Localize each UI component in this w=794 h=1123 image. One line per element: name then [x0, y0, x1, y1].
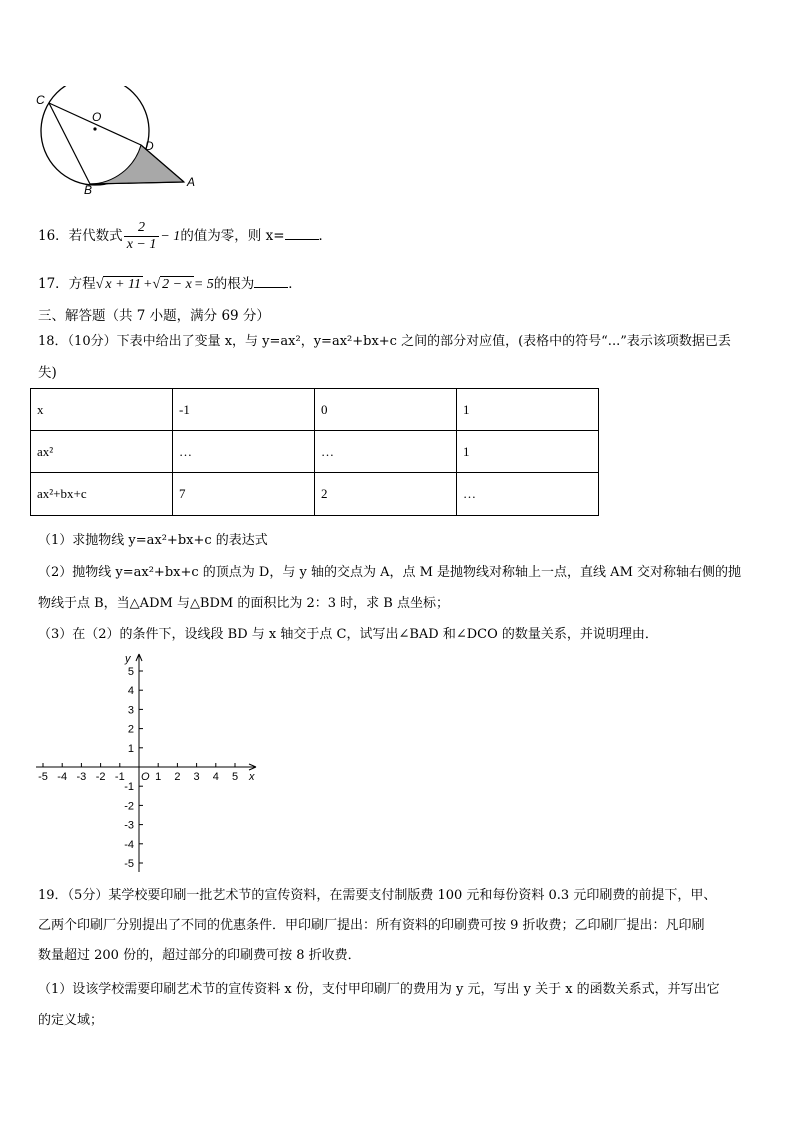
fraction: $\frac{2}{x - 1}$: [124, 220, 160, 253]
label-c: C: [36, 93, 45, 107]
sqrt-term-1: √ x + 11: [95, 277, 141, 292]
y-tick-label: -2: [124, 800, 134, 813]
label-a: A: [187, 175, 196, 189]
label-o: O: [92, 110, 102, 124]
shaded-region: [90, 145, 184, 184]
y-tick-label: -5: [124, 858, 134, 870]
coordinate-plane: [30, 650, 270, 878]
y-tick-label: -3: [124, 819, 134, 832]
center-dot: [93, 127, 96, 130]
question-18-part2-line2: 物线于点 B，当△ADM 与△BDM 的面积比为 2：3 时，求 B 点坐标；: [38, 596, 449, 611]
x-tick-label: 3: [193, 771, 200, 783]
sqrt-term-2: √ 2 − x: [152, 277, 192, 292]
x-tick-label: 2: [174, 771, 181, 783]
y-tick-label: 4: [127, 685, 134, 698]
question-19-line2: 乙两个印刷厂分别提出了不同的优惠条件．甲印刷厂提出：所有资料的印刷费可按 9 折收费；乙印刷厂提出：凡印刷: [38, 918, 705, 933]
question-17: 17．方程√ x + 11 +√ 2 − x = 5的根为 ．: [38, 276, 302, 292]
table-row: ax²+bx+c 7 2 …: [31, 473, 599, 516]
x-tick-label: 5: [231, 771, 239, 783]
y-tick-label: 5: [127, 666, 134, 678]
answer-blank[interactable]: [254, 275, 288, 288]
answer-blank[interactable]: [285, 227, 319, 240]
value-table: [30, 388, 599, 516]
question-19-part1-line2: 的定义域；: [38, 1013, 104, 1028]
question-19-line1: 19．（5分）某学校要印刷一批艺术节的宣传资料，在需要支付制版费 100 元和每份资料 0.3 元印刷费的前提下，甲、: [38, 888, 717, 903]
y-axis-label: y: [125, 653, 131, 665]
origin-label: O: [141, 771, 150, 783]
x-tick-label: -3: [76, 771, 87, 783]
y-tick-label: -1: [124, 781, 134, 794]
segment-cb: [49, 103, 90, 184]
table-row: ax² … … 1: [31, 431, 599, 473]
question-19-part1-line1: （1）设该学校需要印刷艺术节的宣传资料 x 份，支付甲印刷厂的费用为 y 元，写出 y 关于 x 的函数关系式，并写出它: [38, 982, 720, 997]
question-18-part2-line1: （2）抛物线 y=ax²+bx+c 的顶点为 D，与 y 轴的交点为 A，点 M 是抛物线对称轴上一点，直线 AM 交对称轴右侧的抛: [38, 565, 742, 580]
question-18-line1: 18．（10分）下表中给出了变量 x，与 y=ax²，y=ax²+bx+c 之间的部分对应值，(表格中的符号“...”表示该项数据已丢: [38, 334, 731, 349]
table-row: x -1 0 1: [31, 389, 599, 431]
label-b: B: [84, 183, 93, 196]
question-18-line2: 失): [38, 365, 57, 381]
question-19-line3: 数量超过 200 份的，超过部分的印刷费可按 8 折收费．: [38, 948, 361, 963]
y-tick-label: -4: [124, 838, 134, 851]
section-heading: 三、解答题（共 7 小题，满分 69 分）: [38, 308, 270, 324]
x-tick-label: -1: [114, 771, 125, 783]
x-tick-label: -5: [38, 771, 48, 783]
y-tick-label: 1: [127, 742, 134, 755]
x-tick-label: 1: [155, 771, 162, 783]
question-16: 16．若代数式 $\frac{2}{x - 1}$ − 1的值为零，则 x= ．: [38, 220, 333, 252]
question-18-part1: （1）求抛物线 y=ax²+bx+c 的表达式: [38, 533, 268, 548]
x-tick-label: -2: [95, 771, 106, 783]
y-tick-label: 2: [127, 723, 134, 736]
circle-tangent-figure: [30, 86, 210, 196]
question-18-part3: （3）在（2）的条件下，设线段 BD 与 x 轴交于点 C，试写出∠BAD 和∠DCO 的数量关系，并说明理由．: [38, 627, 658, 642]
label-d: D: [145, 139, 154, 153]
y-tick-label: 3: [127, 704, 134, 717]
x-tick-label: 4: [212, 771, 219, 783]
x-tick-label: -4: [57, 771, 68, 783]
x-axis-label: x: [249, 771, 255, 783]
